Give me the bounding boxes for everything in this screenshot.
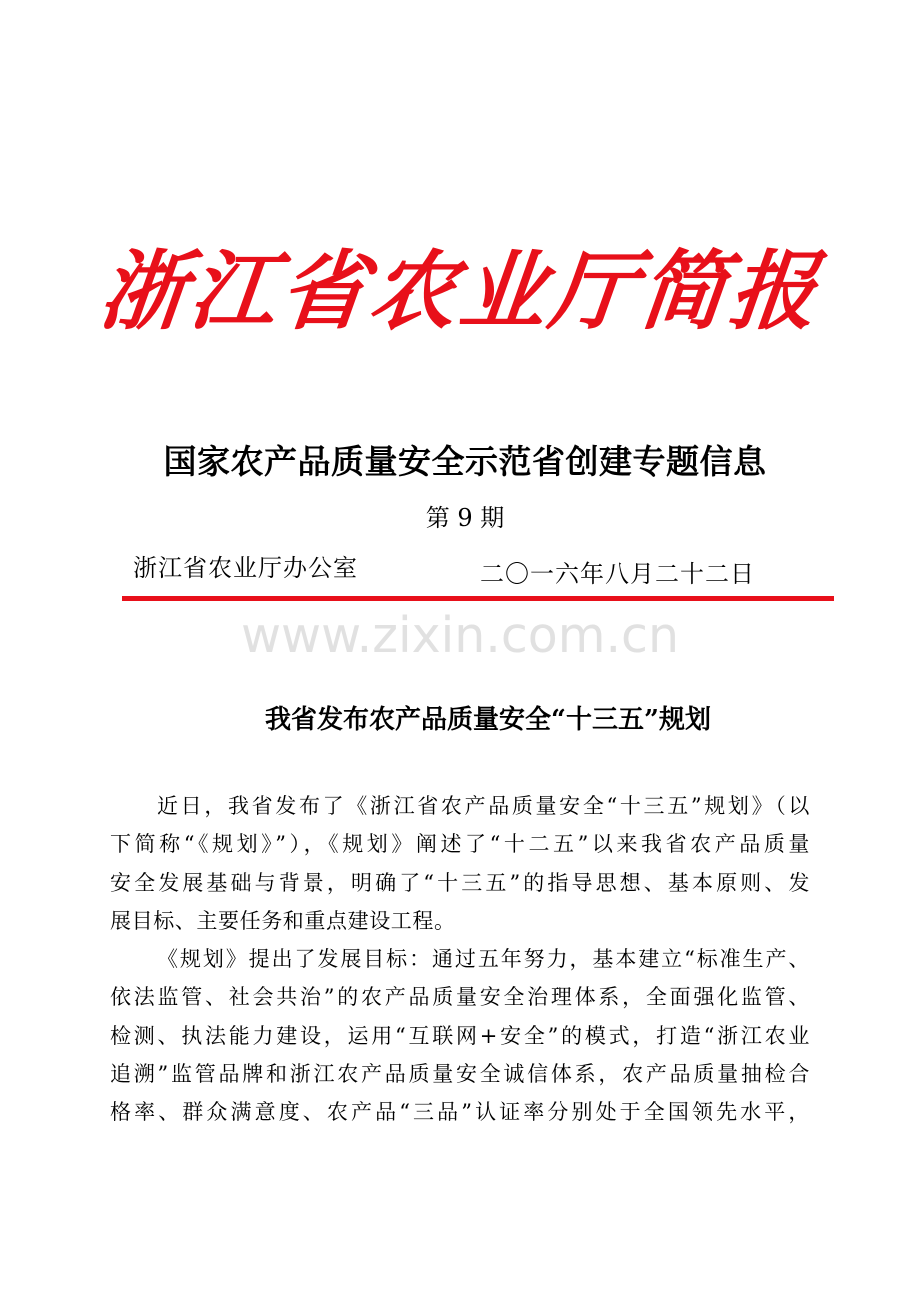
article-headline: 我省发布农产品质量安全“十三五”规划 xyxy=(265,705,711,735)
issue-number: 第 9 期 xyxy=(425,504,505,532)
body-line: 检测、执法能力建设，运用“互联网+安全”的模式，打造“浙江农业 xyxy=(110,1023,810,1048)
bulletin-subject: 国家农产品质量安全示范省创建专题信息 xyxy=(163,442,767,481)
body-line: 安全发展基础与背景，明确了“十三五”的指导思想、基本原则、发 xyxy=(110,870,810,895)
body-line: 下简称“《规划》”），《规划》阐述了“十二五”以来我省农产品质量 xyxy=(110,832,810,857)
masthead-title: 浙江省农业厅简报 xyxy=(94,241,826,342)
body-line: 近日，我省发布了《浙江省农产品质量安全“十三五”规划》（以 xyxy=(157,794,810,818)
article-body xyxy=(110,787,810,1132)
watermark: www.zixin.com.cn xyxy=(240,607,680,664)
issue-date: 二〇一六年八月二十二日 xyxy=(480,560,755,588)
body-line: 依法监管、社会共治”的农产品质量安全治理体系，全面强化监管、 xyxy=(110,985,810,1010)
body-line: 《规划》提出了发展目标：通过五年努力，基本建立“标准生产、 xyxy=(157,947,810,972)
body-line: 追溯”监管品牌和浙江农产品质量安全诚信体系，农产品质量抽检合 xyxy=(110,1062,810,1087)
body-line: 展目标、主要任务和重点建设工程。 xyxy=(110,908,456,933)
issuing-office: 浙江省农业厅办公室 xyxy=(133,554,358,582)
body-line: 格率、群众满意度、农产品“三品”认证率分别处于全国领先水平， xyxy=(110,1100,810,1125)
red-divider xyxy=(122,596,834,601)
